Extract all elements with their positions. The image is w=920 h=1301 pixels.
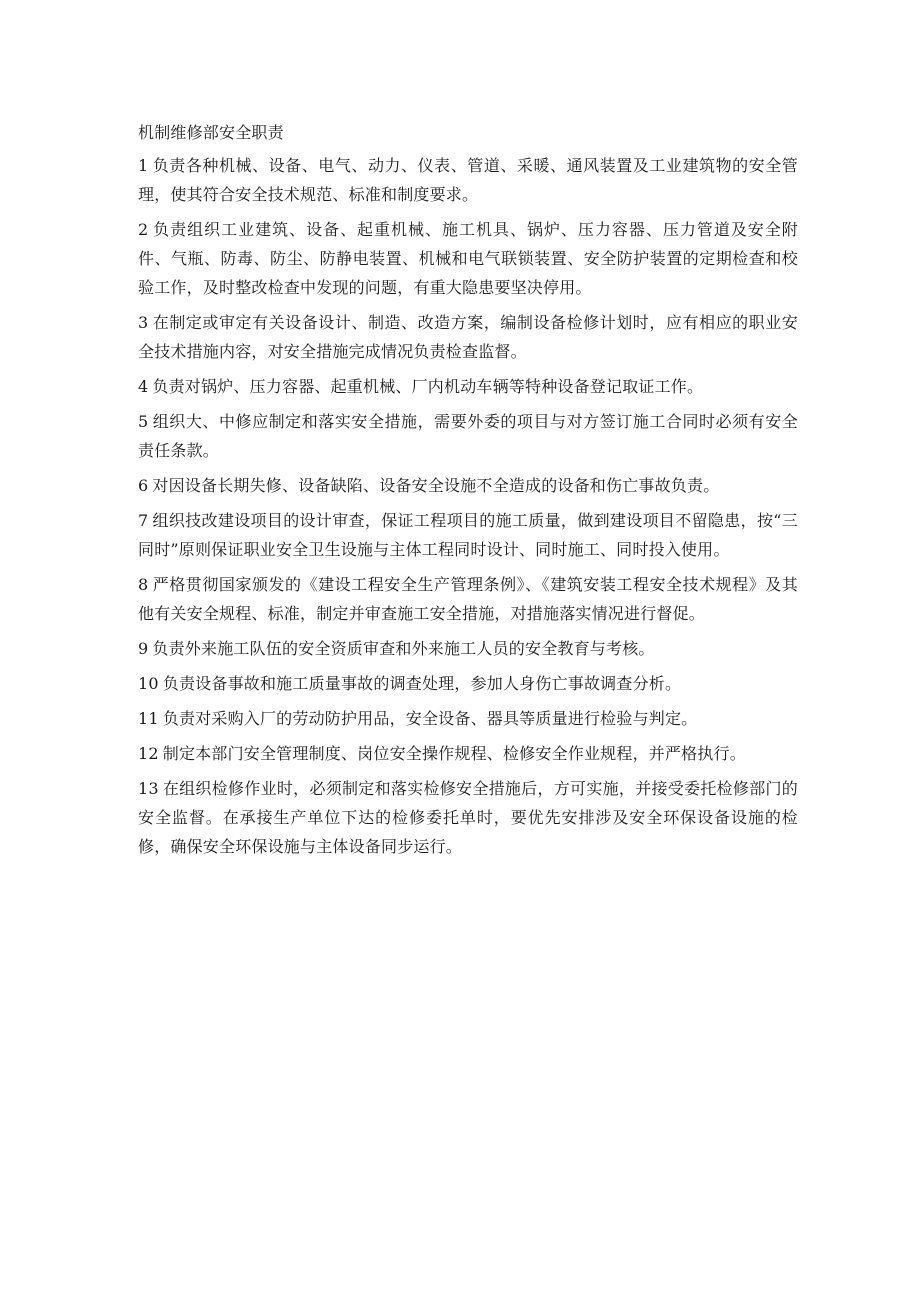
list-item xyxy=(138,704,798,733)
item-number: 1 xyxy=(138,156,149,175)
item-number: 3 xyxy=(138,313,149,332)
item-text: 负责各种机械、设备、电气、动力、仪表、管道、采暖、通风装置及工业建筑物的安全管理，使其符合安全技术规范、标准和制度要求。 xyxy=(138,156,798,204)
item-text: 负责对采购入厂的劳动防护用品，安全设备、器具等质量进行检验与判定。 xyxy=(162,709,698,728)
document-body xyxy=(138,118,798,867)
list-item xyxy=(138,151,798,209)
item-text: 负责外来施工队伍的安全资质审查和外来施工人员的安全教育与考核。 xyxy=(152,639,655,658)
item-number: 13 xyxy=(138,779,159,798)
item-number: 2 xyxy=(138,220,149,239)
list-item xyxy=(138,739,798,768)
item-number: 10 xyxy=(138,674,159,693)
list-item xyxy=(138,407,798,465)
item-number: 6 xyxy=(138,476,149,495)
item-number: 8 xyxy=(138,575,149,594)
list-item xyxy=(138,669,798,698)
item-text: 在组织检修作业时，必须制定和落实检修安全措施后，方可实施，并接受委托检修部门的安全监督。在承接生产单位下达的检修委托单时，要优先安排涉及安全环保设备设施的检修，确保安全环保设施与主体设备同步运行。 xyxy=(138,779,798,856)
list-item xyxy=(138,506,798,564)
item-text: 负责设备事故和施工质量事故的调查处理，参加人身伤亡事故调查分析。 xyxy=(162,674,682,693)
item-text: 负责组织工业建筑、设备、起重机械、施工机具、锅炉、压力容器、压力管道及安全附件、气瓶、防毒、防尘、防静电装置、机械和电气联锁装置、安全防护装置的定期检查和校验工作，及时整改检查中发现的问题，有重大隐患要坚决停用。 xyxy=(138,220,798,297)
list-item xyxy=(138,471,798,500)
item-text: 在制定或审定有关设备设计、制造、改造方案，编制设备检修计划时，应有相应的职业安全技术措施内容，对安全措施完成情况负责检查监督。 xyxy=(138,313,798,361)
list-item xyxy=(138,308,798,366)
document-title: 机制维修部安全职责 xyxy=(138,123,284,142)
item-number: 4 xyxy=(138,377,149,396)
list-item xyxy=(138,774,798,861)
list-item xyxy=(138,215,798,302)
item-text: 严格贯彻国家颁发的《建设工程安全生产管理条例》、《建筑安装工程安全技术规程》及其他有关安全规程、标准，制定并审查施工安全措施，对措施落实情况进行督促。 xyxy=(138,575,798,623)
list-item xyxy=(138,634,798,663)
item-number: 9 xyxy=(138,639,149,658)
item-text: 负责对锅炉、压力容器、起重机械、厂内机动车辆等特种设备登记取证工作。 xyxy=(152,377,704,396)
item-text: 制定本部门安全管理制度、岗位安全操作规程、检修安全作业规程，并严格执行。 xyxy=(162,744,746,763)
item-text: 组织技改建设项目的设计审查，保证工程项目的施工质量，做到建设项目不留隐患，按“三同时”原则保证职业安全卫生设施与主体工程同时设计、同时施工、同时投入使用。 xyxy=(138,511,798,559)
item-number: 11 xyxy=(138,709,159,728)
item-number: 12 xyxy=(138,744,159,763)
list-item xyxy=(138,372,798,401)
list-item xyxy=(138,570,798,628)
item-text: 对因设备长期失修、设备缺陷、设备安全设施不全造成的设备和伤亡事故负责。 xyxy=(152,476,720,495)
item-text: 组织大、中修应制定和落实安全措施，需要外委的项目与对方签订施工合同时必须有安全责任条款。 xyxy=(138,412,798,460)
item-number: 5 xyxy=(138,412,149,431)
item-number: 7 xyxy=(138,511,149,530)
